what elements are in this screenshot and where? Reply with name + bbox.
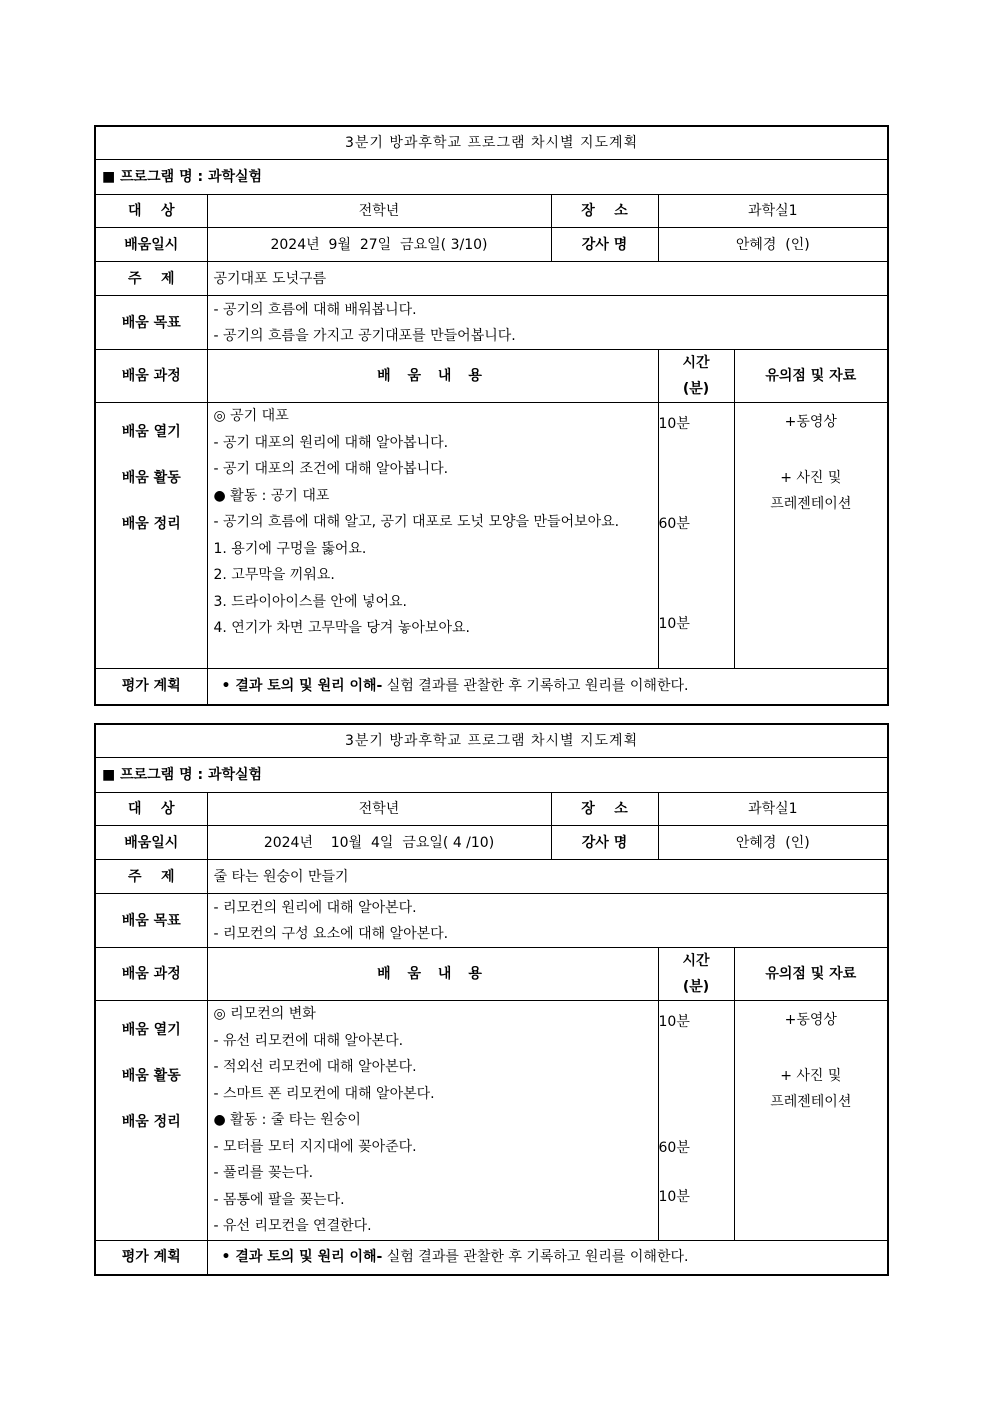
content-line: ◎ 공기 대포 (213, 408, 289, 424)
content-line: 2. 고무막을 끼워요. (213, 567, 335, 583)
goal-label: 배움 목표 (96, 296, 207, 350)
content-list (207, 403, 658, 669)
time-list (658, 1001, 734, 1241)
time-open: 10분 (658, 1014, 690, 1030)
content-line: 1. 용기에 구멍을 뚫어요. (213, 540, 367, 557)
target-label: 대 상 (96, 793, 207, 826)
content-line: - 적외선 리모컨에 대해 알아본다. (213, 1059, 417, 1075)
material-presentation: 프레젠테이션 (770, 1094, 852, 1110)
date-value: 2024년 10월 4일 금요일( 4 /10) (207, 826, 551, 860)
place-label: 장 소 (551, 195, 658, 228)
content-line: ● 활동 : 줄 타는 원숭이 (213, 1112, 361, 1128)
lesson-plan-1 (94, 125, 889, 706)
goal-label: 배움 목표 (96, 894, 207, 948)
material-photo: + 사진 및 (780, 1068, 842, 1084)
teacher-value: 안혜경 (인) (658, 228, 887, 262)
material-photo: + 사진 및 (780, 470, 842, 486)
goal-item: - 공기의 흐름을 가지고 공기대포를 만들어봅니다. (213, 327, 516, 344)
date-value: 2024년 9월 27일 금요일( 3/10) (207, 228, 551, 262)
content-line: ● 활동 : 공기 대포 (213, 487, 330, 504)
materials-list (734, 403, 887, 669)
topic-label: 주 제 (96, 262, 207, 296)
material-presentation: 프레젠테이션 (770, 496, 852, 512)
eval-bold: • 결과 토의 및 원리 이해- (221, 678, 383, 695)
eval-label: 평가 계획 (96, 669, 207, 704)
program-name: ■ 프로그램 명 : 과학실험 (96, 160, 887, 195)
eval-text: 실험 결과를 관찰한 후 기록하고 원리를 이해한다. (382, 1249, 689, 1266)
content-line: - 유선 리모컨을 연결한다. (213, 1218, 372, 1234)
eval-label: 평가 계획 (96, 1241, 207, 1274)
material-video: +동영상 (784, 414, 837, 430)
program-name: ■ 프로그램 명 : 과학실험 (96, 758, 887, 793)
content-line: - 스마트 폰 리모컨에 대해 알아본다. (213, 1085, 435, 1102)
stage-close: 배움 정리 (121, 516, 181, 532)
content-line: - 모터를 모터 지지대에 꽂아준다. (213, 1138, 417, 1155)
stage-close: 배움 정리 (121, 1114, 181, 1130)
time-close: 10분 (658, 616, 690, 632)
time-open: 10분 (658, 416, 690, 432)
plan-title: 3분기 방과후학교 프로그램 차시별 지도계획 (344, 135, 639, 151)
topic-label: 주 제 (96, 860, 207, 894)
place-value: 과학실1 (658, 195, 887, 228)
content-line: - 공기 대포의 원리에 대해 알아봅니다. (213, 434, 449, 451)
topic-value: 줄 타는 원숭이 만들기 (207, 860, 887, 894)
stage-activity: 배움 활동 (121, 1068, 181, 1084)
content-line: - 공기의 흐름에 대해 알고, 공기 대포로 도넛 모양을 만들어보아요. (213, 514, 620, 530)
lesson-plan-2 (94, 723, 889, 1276)
time-activity: 60분 (658, 516, 690, 532)
materials-label: 유의점 및 자료 (734, 948, 887, 1001)
eval-text: 실험 결과를 관찰한 후 기록하고 원리를 이해한다. (382, 678, 689, 695)
target-value: 전학년 (207, 793, 551, 826)
material-video: +동영상 (784, 1012, 837, 1028)
eval-content (207, 1241, 887, 1274)
goal-item: - 공기의 흐름에 대해 배워봅니다. (213, 301, 417, 318)
topic-value: 공기대포 도넛구름 (207, 262, 887, 296)
content-line: - 유선 리모컨에 대해 알아본다. (213, 1032, 404, 1049)
stage-open: 배움 열기 (121, 1022, 181, 1038)
stage-list (96, 403, 207, 669)
materials-list (734, 1001, 887, 1241)
time-list (658, 403, 734, 669)
eval-content (207, 669, 887, 704)
time-close: 10분 (658, 1189, 690, 1205)
content-label: 배 움 내 용 (207, 350, 658, 403)
target-value: 전학년 (207, 195, 551, 228)
content-line: 3. 드라이아이스를 안에 넣어요. (213, 593, 407, 610)
target-label: 대 상 (96, 195, 207, 228)
teacher-value: 안혜경 (인) (658, 826, 887, 860)
process-label: 배움 과정 (96, 350, 207, 403)
goal-item: - 리모컨의 구성 요소에 대해 알아본다. (213, 925, 449, 942)
date-label: 배움일시 (96, 826, 207, 860)
content-label: 배 움 내 용 (207, 948, 658, 1001)
plan-title: 3분기 방과후학교 프로그램 차시별 지도계획 (344, 733, 639, 749)
eval-bold: • 결과 토의 및 원리 이해- (221, 1249, 383, 1266)
goal-list (207, 296, 887, 350)
materials-label: 유의점 및 자료 (734, 350, 887, 403)
goal-list (207, 894, 887, 948)
teacher-label: 강사 명 (551, 826, 658, 860)
place-label: 장 소 (551, 793, 658, 826)
content-line: - 공기 대포의 조건에 대해 알아봅니다. (213, 461, 449, 477)
time-label: 시간 (분) (658, 948, 734, 1001)
stage-list (96, 1001, 207, 1241)
process-label: 배움 과정 (96, 948, 207, 1001)
teacher-label: 강사 명 (551, 228, 658, 262)
stage-open: 배움 열기 (121, 424, 181, 440)
content-line: - 풀리를 꽂는다. (213, 1165, 314, 1181)
content-line: ◎ 리모컨의 변화 (213, 1006, 316, 1022)
time-activity: 60분 (658, 1140, 690, 1156)
content-line: 4. 연기가 차면 고무막을 당겨 놓아보아요. (213, 620, 470, 636)
date-label: 배움일시 (96, 228, 207, 262)
content-list (207, 1001, 658, 1241)
time-label: 시간 (분) (658, 350, 734, 403)
stage-activity: 배움 활동 (121, 470, 181, 486)
goal-item: - 리모컨의 원리에 대해 알아본다. (213, 899, 417, 916)
content-line: - 몸통에 팔을 꽂는다. (213, 1191, 345, 1208)
place-value: 과학실1 (658, 793, 887, 826)
